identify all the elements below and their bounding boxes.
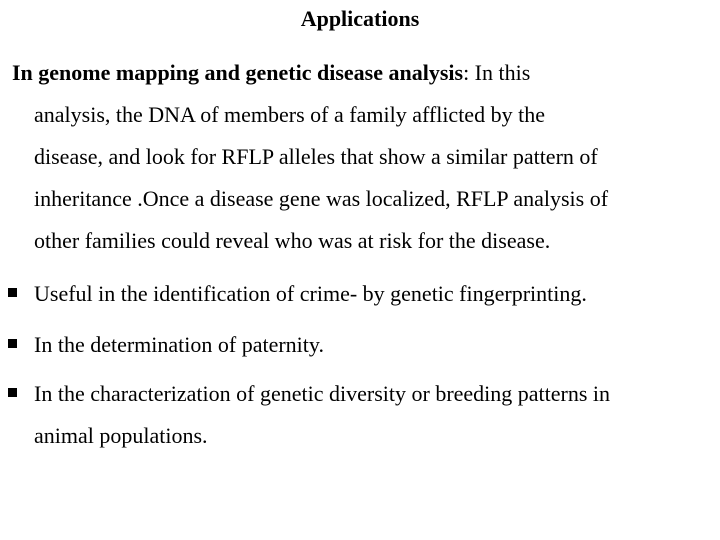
bullet-text: animal populations.	[34, 423, 208, 448]
slide-title: Applications	[300, 6, 420, 31]
intro-line: inheritance .Once a disease gene was localized, RFLP analysis of	[34, 186, 609, 211]
square-bullet-icon	[8, 388, 17, 397]
bullet-text: In the characterization of genetic diversity or breeding patterns in	[34, 381, 611, 406]
intro-paragraph	[12, 52, 716, 262]
intro-line: other families could reveal who was at risk for the disease.	[34, 228, 551, 253]
square-bullet-icon	[8, 288, 17, 297]
bullet-text: In the determination of paternity.	[34, 332, 324, 357]
intro-text: : In this	[463, 60, 531, 85]
square-bullet-icon	[8, 339, 17, 348]
intro-heading: In genome mapping and genetic disease analysis	[12, 60, 464, 85]
intro-line: analysis, the DNA of members of a family afflicted by the	[34, 102, 545, 127]
intro-line	[12, 52, 716, 94]
intro-line: disease, and look for RFLP alleles that show a similar pattern of	[34, 144, 598, 169]
bullet-text: Useful in the identification of crime- by genetic fingerprinting.	[34, 281, 587, 306]
